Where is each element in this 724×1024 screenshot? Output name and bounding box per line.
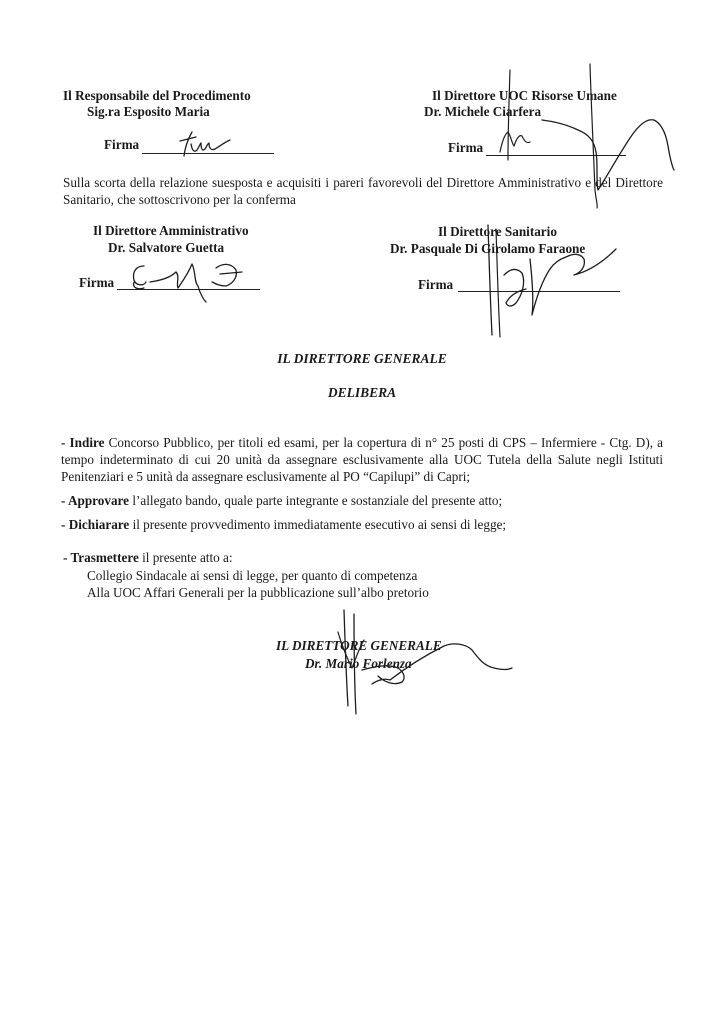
item-text: l’allegato bando, quale parte integrante e sostanziale del presente atto;	[129, 493, 503, 508]
dir-san-title: Il Direttore Sanitario	[438, 224, 557, 239]
item-text: il presente provvedimento immediatamente esecutivo ai sensi di legge;	[129, 517, 507, 532]
dir-amm-title: Il Direttore Amministrativo	[93, 223, 249, 238]
dir-gen-signature	[318, 606, 518, 718]
item-dichiarare	[61, 516, 663, 533]
item-prefix: -	[63, 550, 71, 565]
dir-amm-signature	[120, 252, 260, 304]
heading-title: IL DIRETTORE GENERALE	[277, 351, 447, 366]
dir-ru-name: Dr. Michele Ciarfera	[424, 104, 542, 119]
resp-proc-title: Il Responsabile del Procedimento	[63, 88, 251, 103]
item-text: Concorso Pubblico, per titoli ed esami, per la copertura di n° 25 posti di CPS – Infermiere - Ctg. D), a tempo indeterminato di cui 20 unità da assegnare esclusivamente alla UOC Tutela della Salute negli Istituti Penitenziari e 5 unità da assegnare esclusivamente al PO “Capilupi” di Capri;	[61, 435, 663, 484]
resp-proc-name: Sig.ra Esposito Maria	[87, 104, 210, 119]
item-prefix: -	[61, 435, 70, 450]
dir-ru-firma-label: Firma	[448, 140, 484, 155]
item-indire	[61, 434, 663, 485]
item-prefix: -	[61, 493, 68, 508]
recipient-item: Collegio Sindacale ai sensi di legge, per quanto di competenza	[87, 568, 418, 583]
dir-gen-title: IL DIRETTORE GENERALE	[276, 638, 442, 653]
dir-amm-firma-label: Firma	[79, 275, 115, 290]
dir-san-signature	[470, 215, 630, 345]
dir-gen-name: Dr. Mario Forlenza	[305, 656, 412, 671]
item-verb: Approvare	[67, 493, 130, 508]
resp-proc-firma-label: Firma	[104, 137, 140, 152]
item-text: il presente atto a:	[138, 550, 233, 565]
heading-delibera: DELIBERA	[327, 385, 397, 400]
item-verb: Trasmettere	[70, 550, 139, 565]
intro-paragraph: Sulla scorta della relazione suesposta e acquisiti i pareri favorevoli del Direttore Amministrativo e del Direttore Sanitario, che sottoscrivono per la conferma	[63, 175, 663, 207]
item-approvare	[61, 492, 663, 509]
item-verb: Indire	[69, 435, 105, 450]
item-trasmettere	[63, 550, 233, 566]
dir-amm-name: Dr. Salvatore Guetta	[108, 240, 225, 255]
item-prefix: -	[61, 517, 69, 532]
dir-san-firma-label: Firma	[418, 277, 454, 292]
recipient-item: Alla UOC Affari Generali per la pubblicazione sull’albo pretorio	[87, 585, 429, 600]
item-verb: Dichiarare	[68, 517, 130, 532]
dir-san-name: Dr. Pasquale Di Girolamo Faraone	[390, 241, 586, 256]
dir-ru-title: Il Direttore UOC Risorse Umane	[432, 88, 617, 103]
resp-proc-signature	[170, 128, 240, 162]
